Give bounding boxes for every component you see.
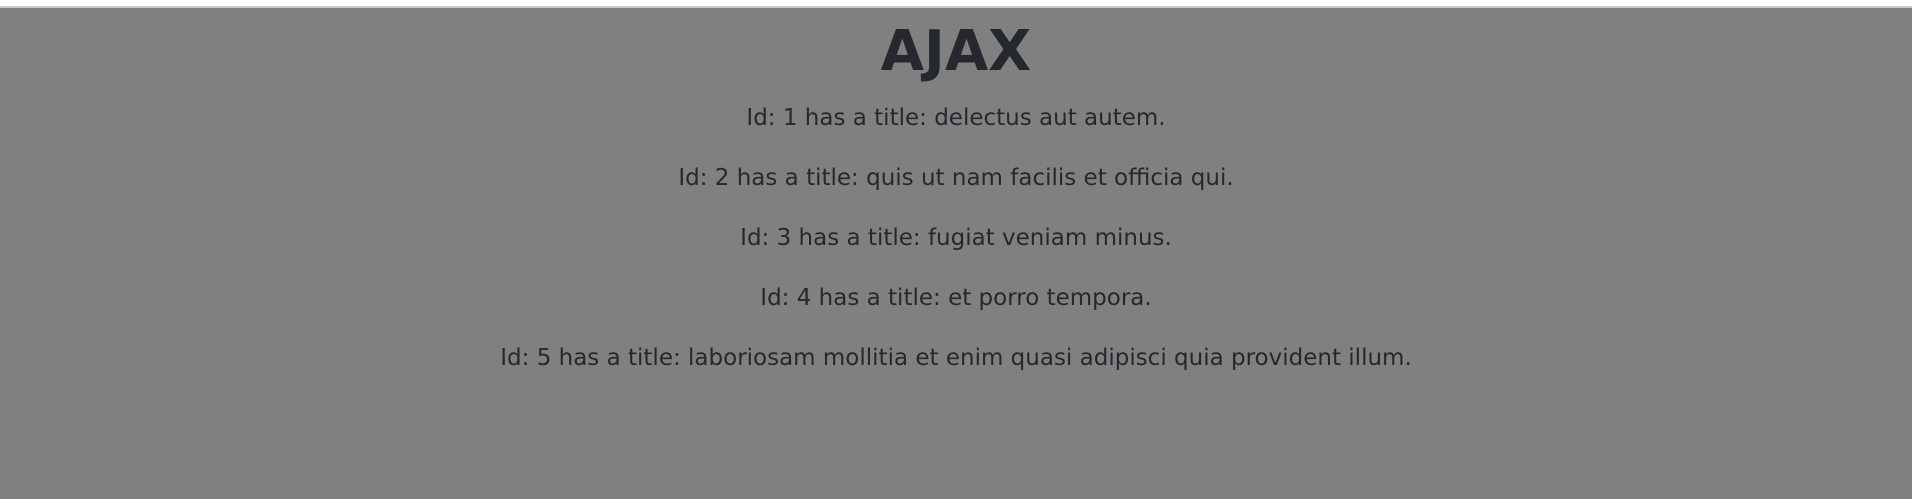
post-item-5: Id: 5 has a title: laboriosam mollitia et enim quasi adipisci quia provident illum. bbox=[500, 345, 1412, 371]
post-item-2: Id: 2 has a title: quis ut nam facilis et officia qui. bbox=[678, 165, 1234, 191]
post-item-4: Id: 4 has a title: et porro tempora. bbox=[760, 285, 1152, 311]
post-item-3: Id: 3 has a title: fugiat veniam minus. bbox=[740, 225, 1172, 251]
post-item-1: Id: 1 has a title: delectus aut autem. bbox=[746, 105, 1166, 131]
post-list bbox=[0, 104, 1912, 373]
page-title: AJAX bbox=[880, 19, 1032, 84]
browser-top-edge bbox=[0, 0, 1912, 8]
page-content bbox=[0, 20, 1912, 373]
